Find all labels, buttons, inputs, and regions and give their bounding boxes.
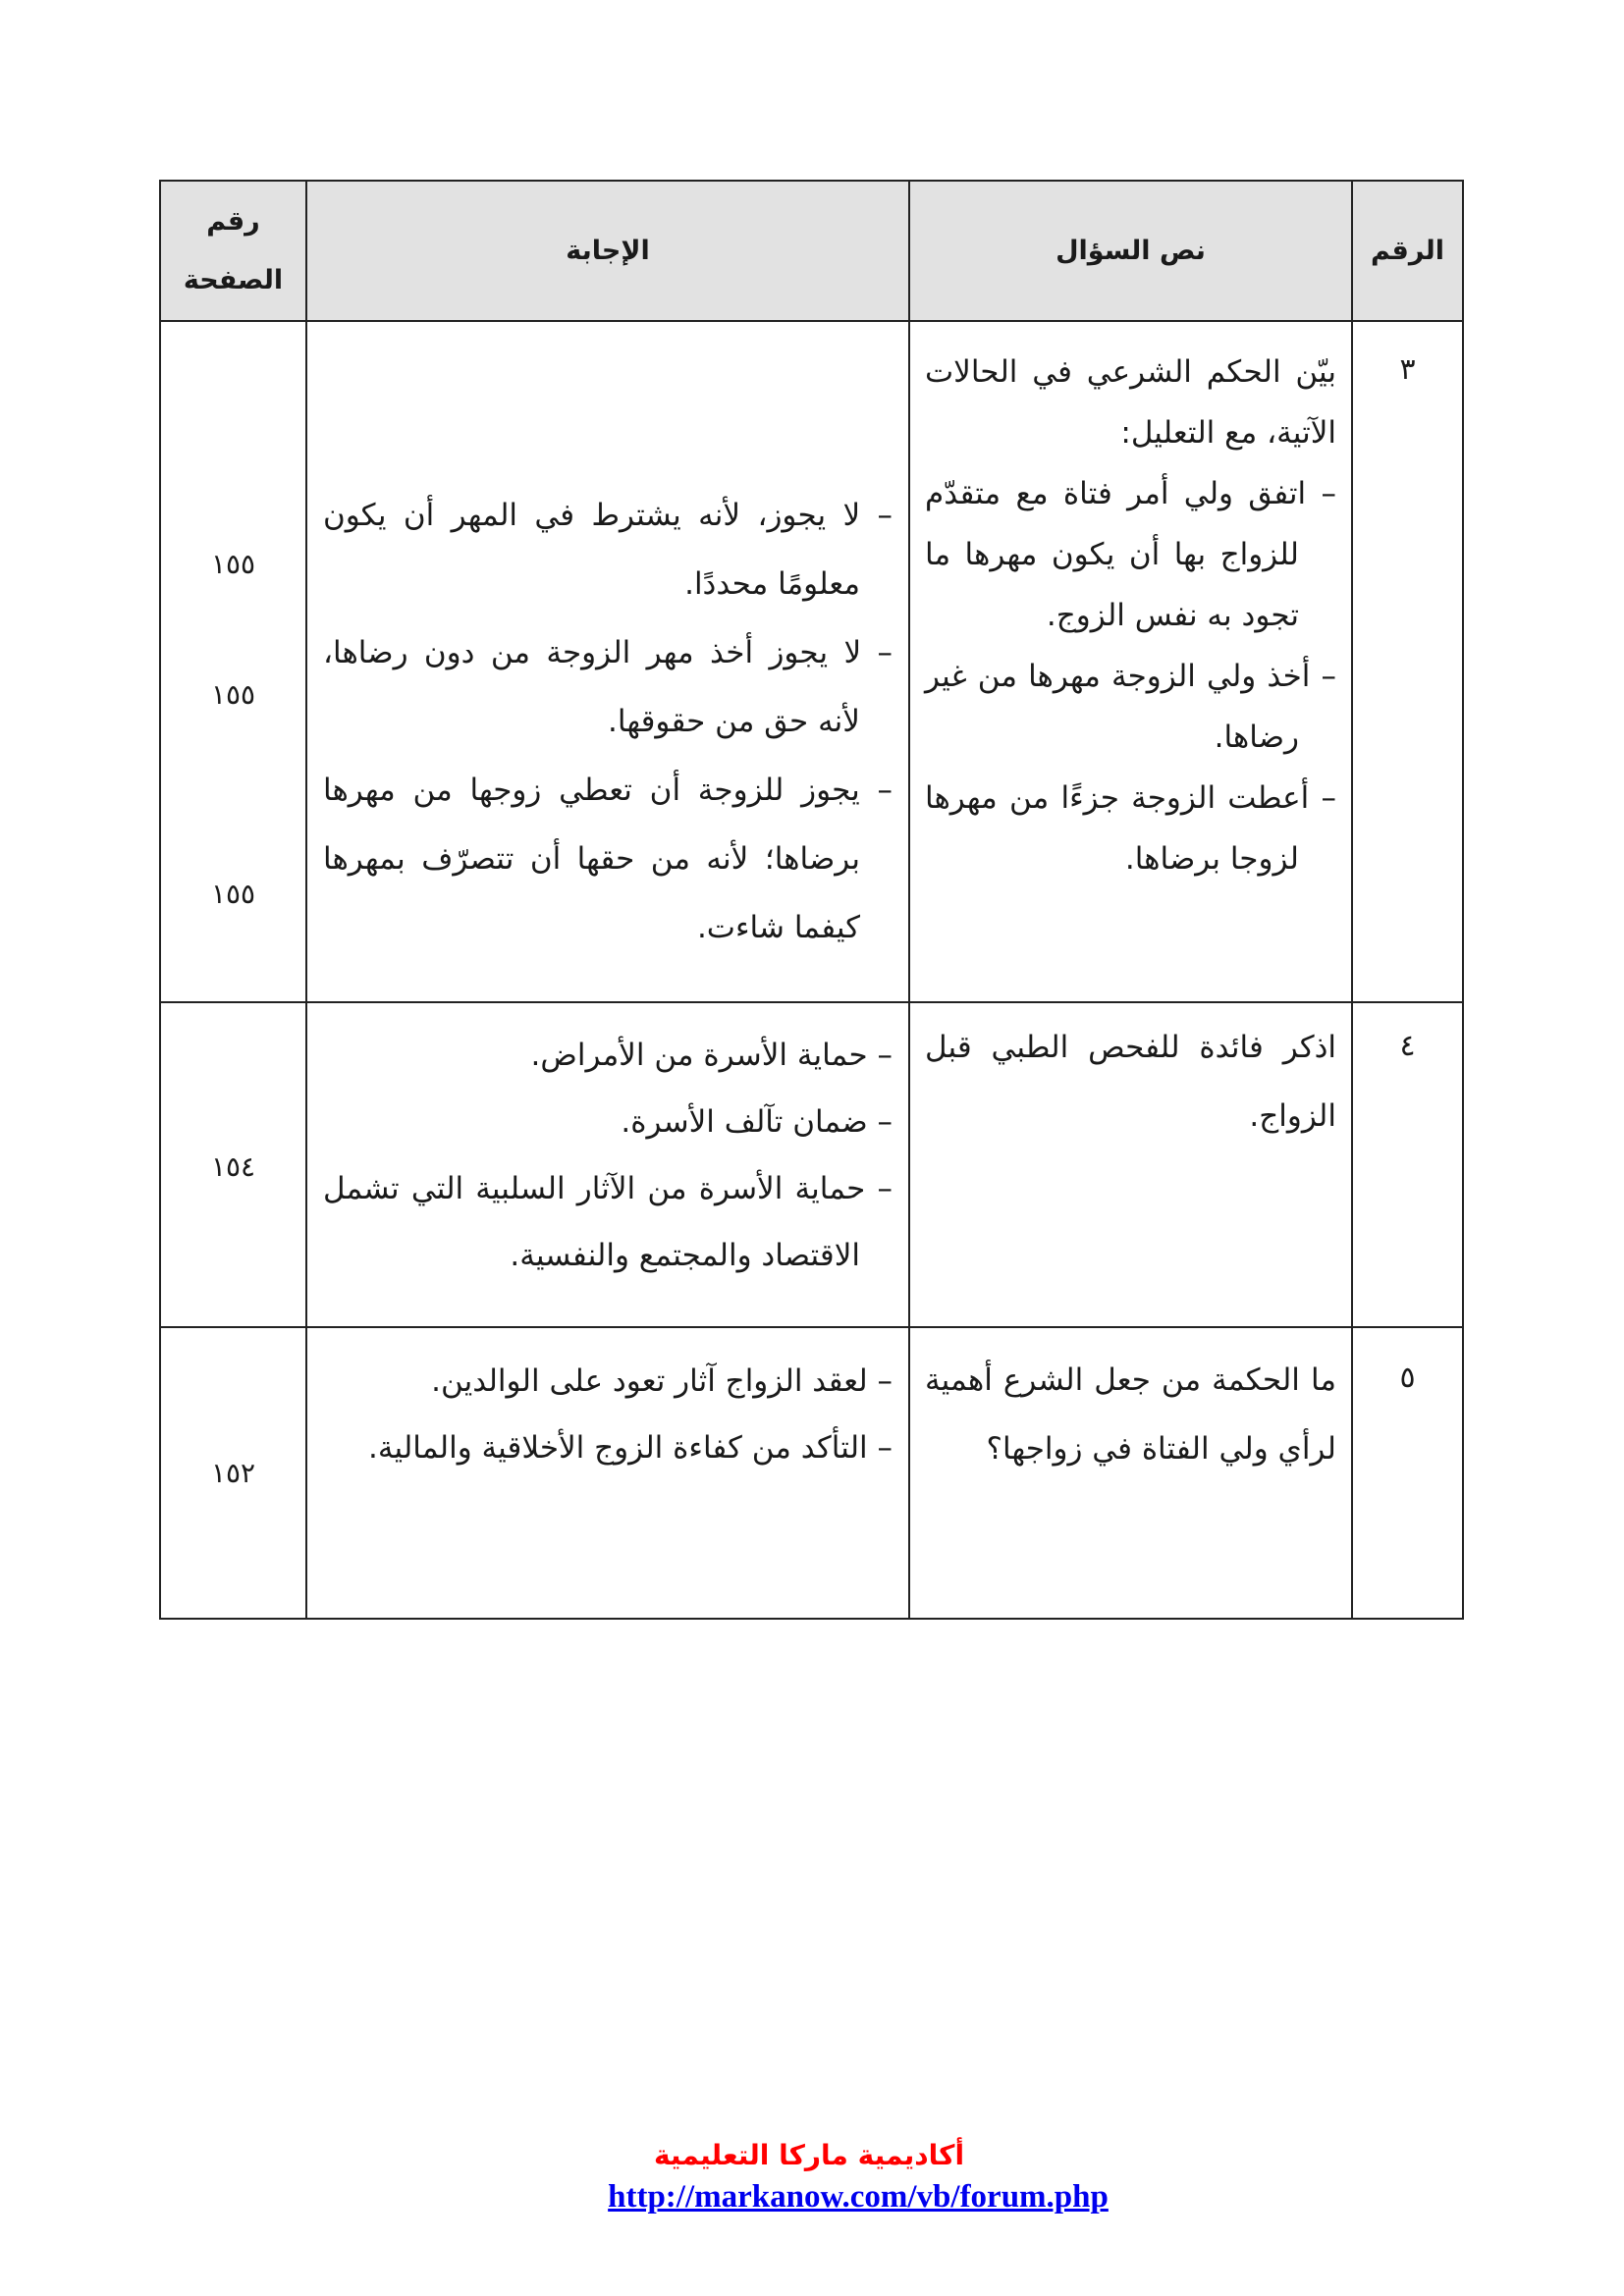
page-number-box: [161, 322, 305, 1001]
footer-forum-link[interactable]: http://markanow.com/vb/forum.php: [608, 2179, 1109, 2215]
answer-cell: [306, 321, 909, 1002]
questions-table: [159, 180, 1464, 1620]
question-number-cell: [1352, 1327, 1463, 1619]
question-item: – اتفق ولي أمر فتاة مع متقدّم للزواج بها أن يكون مهرها ما تجود به نفس الزوج.: [925, 476, 1336, 633]
answer-cell: [306, 1327, 909, 1619]
table-row: [160, 1327, 1463, 1619]
question-item: – أخذ ولي الزوجة مهرها من غير رضاها.: [925, 659, 1336, 755]
header-page-line2: الصفحة: [183, 264, 284, 295]
answer-item: – يجوز للزوجة أن تعطي زوجها من مهرها برضاها؛ لأنه من حقها أن تتصرّف بمهرها كيفما شاءت.: [323, 773, 893, 945]
question-number: ٥: [1399, 1361, 1416, 1395]
table-header-row: [160, 181, 1463, 321]
page-number-box: [161, 1003, 305, 1326]
question-text-cell: [909, 1002, 1352, 1327]
header-answer-box: [307, 182, 908, 320]
header-number-box: [1353, 182, 1462, 320]
question-number-box: [1353, 1328, 1462, 1618]
question-number-box: [1353, 322, 1462, 1001]
answer-text: [307, 1328, 908, 1618]
table-row: [160, 1002, 1463, 1327]
page-number-cell: [160, 1002, 306, 1327]
answer-item: – لعقد الزواج آثار تعود على الوالدين.: [431, 1363, 893, 1399]
footer-link-container: [564, 2177, 1153, 2216]
question-item: – أعطت الزوجة جزءًا من مهرها لزوجا برضاها.: [925, 780, 1336, 877]
question-number-cell: [1352, 1002, 1463, 1327]
question-text: [910, 1003, 1351, 1326]
answer-item: – لا يجوز، لأنه يشترط في المهر أن يكون معلومًا محددًا.: [323, 498, 893, 602]
page-number: ١٥٢: [210, 1457, 256, 1489]
header-number: الرقم: [1370, 235, 1445, 266]
page-number: ١٥٤: [210, 1150, 256, 1183]
question-number: ٤: [1399, 1029, 1416, 1063]
question-intro: بيّن الحكم الشرعي في الحالات الآتية، مع التعليل:: [925, 354, 1336, 451]
answer-item: – التأكد من كفاءة الزوج الأخلاقية والمالية.: [368, 1430, 893, 1466]
answer-item: – ضمان تآلف الأسرة.: [621, 1103, 893, 1140]
question-number-box: [1353, 1003, 1462, 1326]
page-number-cell: [160, 1327, 306, 1619]
header-question: نص السؤال: [1056, 235, 1206, 266]
question-intro: اذكر فائدة للفحص الطبي قبل الزواج.: [925, 1030, 1336, 1134]
page-number: ١٥٥: [210, 878, 256, 910]
header-page-box: [161, 182, 305, 320]
question-text: [910, 322, 1351, 1001]
answer-item: – لا يجوز أخذ مهر الزوجة من دون رضاها، لأنه حق من حقوقها.: [323, 635, 893, 739]
question-text-cell: [909, 321, 1352, 1002]
answer-text: [307, 1003, 908, 1326]
header-answer-cell: [306, 181, 909, 321]
question-text: [910, 1328, 1351, 1618]
page-number: ١٥٥: [210, 548, 256, 580]
answer-cell: [306, 1002, 909, 1327]
question-number-cell: [1352, 321, 1463, 1002]
answer-item: – حماية الأسرة من الأمراض.: [530, 1037, 893, 1073]
header-question-box: [910, 182, 1351, 320]
header-page-cell: [160, 181, 306, 321]
answer-item: – حماية الأسرة من الآثار السلبية التي تشمل الاقتصاد والمجتمع والنفسية.: [323, 1170, 893, 1273]
page-number-cell: [160, 321, 306, 1002]
footer-academy-title: أكاديمية ماركا التعليمية: [653, 2139, 965, 2171]
answer-text: [307, 322, 908, 1001]
header-question-cell: [909, 181, 1352, 321]
question-number: ٣: [1399, 352, 1416, 387]
header-number-cell: [1352, 181, 1463, 321]
table-row: [160, 321, 1463, 1002]
page-number: ١٥٥: [210, 678, 256, 711]
question-text-cell: [909, 1327, 1352, 1619]
page-number-box: [161, 1328, 305, 1618]
header-answer: الإجابة: [566, 235, 650, 266]
header-page-line1: رقم: [206, 205, 260, 237]
question-intro: ما الحكمة من جعل الشرع أهمية لرأي ولي الفتاة في زواجها؟: [925, 1362, 1336, 1467]
